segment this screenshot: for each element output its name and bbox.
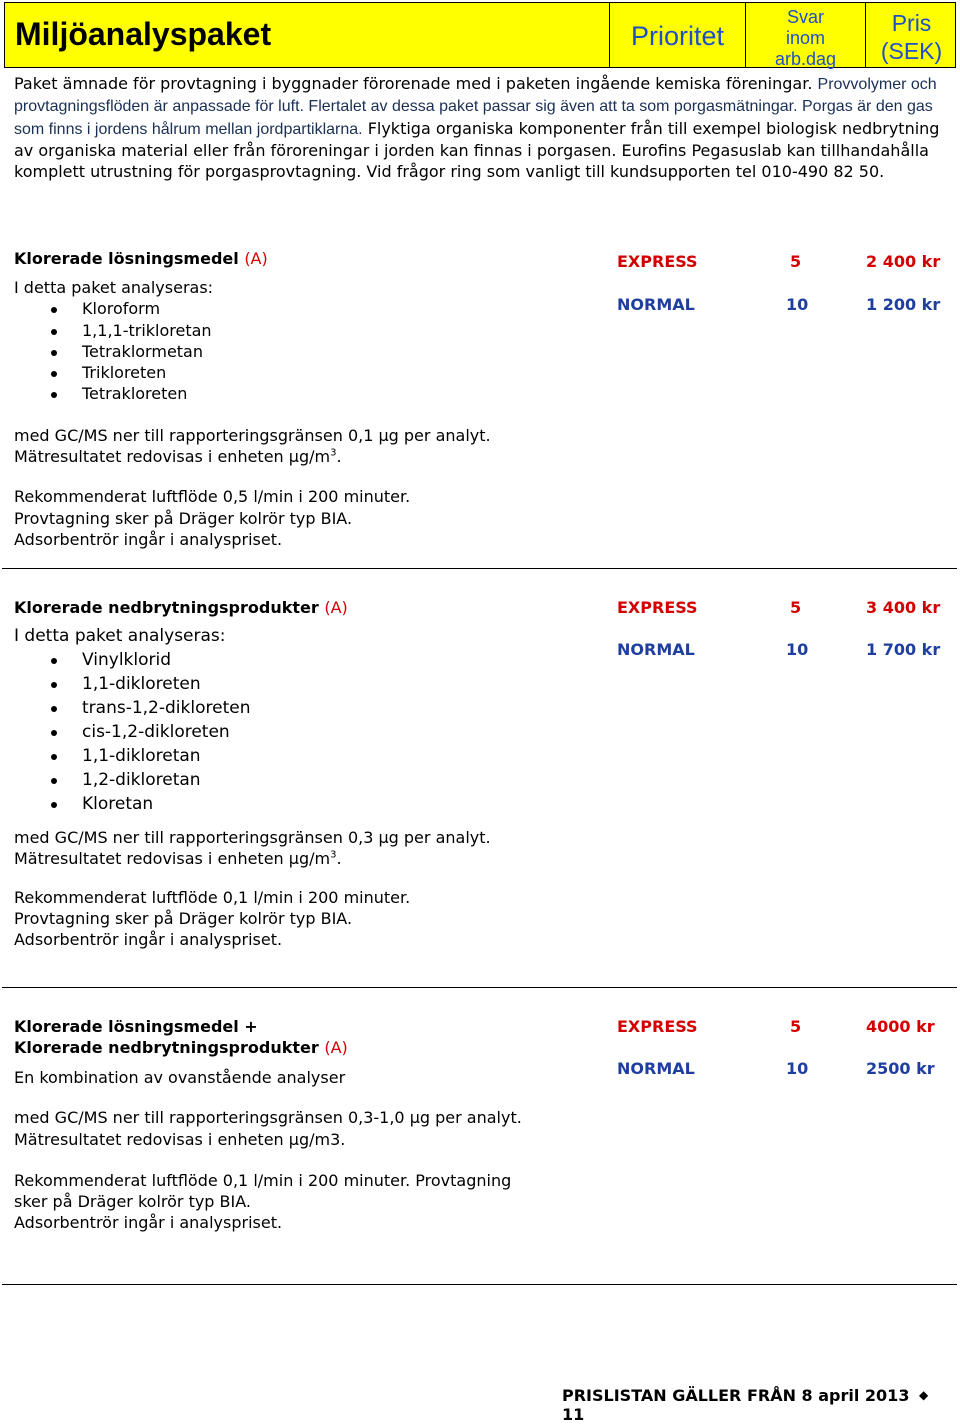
- express-price: 2 400 kr: [866, 252, 941, 271]
- normal-days: 10: [786, 1059, 809, 1078]
- analyte-list: [14, 648, 594, 816]
- package-intro: I detta paket analyseras:: [14, 278, 214, 297]
- package-title: Klorerade lösningsmedel +: [14, 1017, 258, 1036]
- list-item: 1,1-dikloretan: [14, 744, 594, 768]
- header-bar: [4, 2, 956, 68]
- normal-days: 10: [786, 295, 809, 314]
- express-price: 3 400 kr: [866, 598, 941, 617]
- priority-column-header: Prioritet: [609, 3, 745, 67]
- package-chlorinated-solvents: [14, 248, 594, 550]
- diamond-separator-icon: ◆: [919, 1388, 929, 1402]
- response-days-column-header: Svar inom arb.dag: [745, 3, 865, 67]
- detection-limit: med GC/MS ner till rapporteringsgränsen 0,1 µg per analyt.: [14, 425, 491, 445]
- package-intro: En kombination av ovanstående analyser: [14, 1068, 346, 1087]
- normal-label: NORMAL: [617, 295, 695, 314]
- adsorbent-note: Adsorbentrör ingår i analyspriset.: [14, 1213, 283, 1233]
- list-item: trans-1,2-dikloreten: [14, 696, 594, 720]
- list-item: Tetraklormetan: [14, 341, 594, 362]
- list-item: Tetrakloreten: [14, 383, 594, 404]
- express-label: EXPRESS: [617, 1017, 698, 1036]
- page-number: 11: [562, 1405, 585, 1424]
- list-item: 1,1,1-trikloretan: [14, 320, 594, 341]
- express-price: 4000 kr: [866, 1017, 935, 1036]
- normal-days: 10: [786, 640, 809, 659]
- sampling-note: Provtagning sker på Dräger kolrör typ BIA.: [14, 908, 353, 928]
- list-item: Kloroform: [14, 298, 594, 319]
- package-intro: I detta paket analyseras:: [14, 626, 226, 646]
- unit-note: Mätresultatet redovisas i enheten $\mu g/m^3$.: [14, 849, 342, 869]
- sampling-note: sker på Dräger kolrör typ BIA.: [14, 1192, 251, 1212]
- normal-label: NORMAL: [617, 1059, 695, 1078]
- adsorbent-note: Adsorbentrör ingår i analyspriset.: [14, 930, 283, 950]
- sampling-note: Provtagning sker på Dräger kolrör typ BIA.: [14, 508, 353, 528]
- flow-note: Rekommenderat luftflöde 0,5 l/min i 200 minuter.: [14, 487, 411, 507]
- detection-limit: med GC/MS ner till rapporteringsgränsen 0,3-1,0 µg per analyt.: [14, 1108, 522, 1128]
- validity-note: PRISLISTAN GÄLLER FRÅN 8 april 2013: [562, 1386, 910, 1405]
- list-item: 1,2-dikloretan: [14, 768, 594, 792]
- list-item: Kloretan: [14, 792, 594, 816]
- package-title: Klorerade nedbrytningsprodukter (A): [14, 598, 348, 617]
- express-days: 5: [790, 598, 802, 617]
- normal-price: 1 200 kr: [866, 295, 941, 314]
- unit-note: Mätresultatet redovisas i enheten µg/m3.: [14, 1129, 346, 1149]
- flow-note: Rekommenderat luftflöde 0,1 l/min i 200 minuter. Provtagning: [14, 1170, 512, 1190]
- detection-limit: med GC/MS ner till rapporteringsgränsen 0,3 µg per analyt.: [14, 828, 491, 847]
- list-item: Trikloreten: [14, 362, 594, 383]
- package-combined: [14, 1016, 604, 1234]
- divider: [2, 1284, 957, 1285]
- price-column-header: Pris (SEK): [865, 3, 957, 67]
- express-days: 5: [790, 252, 802, 271]
- adsorbent-note: Adsorbentrör ingår i analyspriset.: [14, 529, 283, 549]
- intro-paragraph: Paket ämnade för provtagning i byggnader förorenade med i paketen ingående kemiska föreningar. Provvolymer och provtagningsflöden är anpassade för luft. Flertalet av dessa paket passar sig även att ta som porgasmätningar. Porgas är den gas som finns i jordens hålrum mellan jordpartiklarna. Flyktiga organiska komponenter från till exempel biologisk nedbrytning av organiska material eller från föroreningar i jorden kan finnas i porgasen. Eurofins Pegasuslab kan tillhandahålla komplett utrustning för porgasprovtagning. Vid frågor ring som vanligt till kundsupporten tel 010-490 82 50.: [14, 74, 940, 182]
- express-days: 5: [790, 1017, 802, 1036]
- list-item: 1,1-dikloreten: [14, 672, 594, 696]
- normal-price: 1 700 kr: [866, 640, 941, 659]
- flow-note: Rekommenderat luftflöde 0,1 l/min i 200 minuter.: [14, 887, 411, 907]
- package-chlorinated-degradation-products: [14, 597, 594, 950]
- normal-label: NORMAL: [617, 640, 695, 659]
- list-item: Vinylklorid: [14, 648, 594, 672]
- footer: [562, 1386, 960, 1424]
- page-title: Miljöanalyspaket: [15, 16, 272, 52]
- list-item: cis-1,2-dikloreten: [14, 720, 594, 744]
- analyte-list: [14, 298, 594, 404]
- divider: [2, 987, 957, 988]
- package-title: Klorerade lösningsmedel (A): [14, 249, 268, 268]
- express-label: EXPRESS: [617, 252, 698, 271]
- normal-price: 2500 kr: [866, 1059, 935, 1078]
- package-title-line2: Klorerade nedbrytningsprodukter (A): [14, 1038, 348, 1057]
- express-label: EXPRESS: [617, 598, 698, 617]
- unit-note: Mätresultatet redovisas i enheten $\mu g/m^3$.: [14, 447, 342, 467]
- divider: [2, 568, 957, 569]
